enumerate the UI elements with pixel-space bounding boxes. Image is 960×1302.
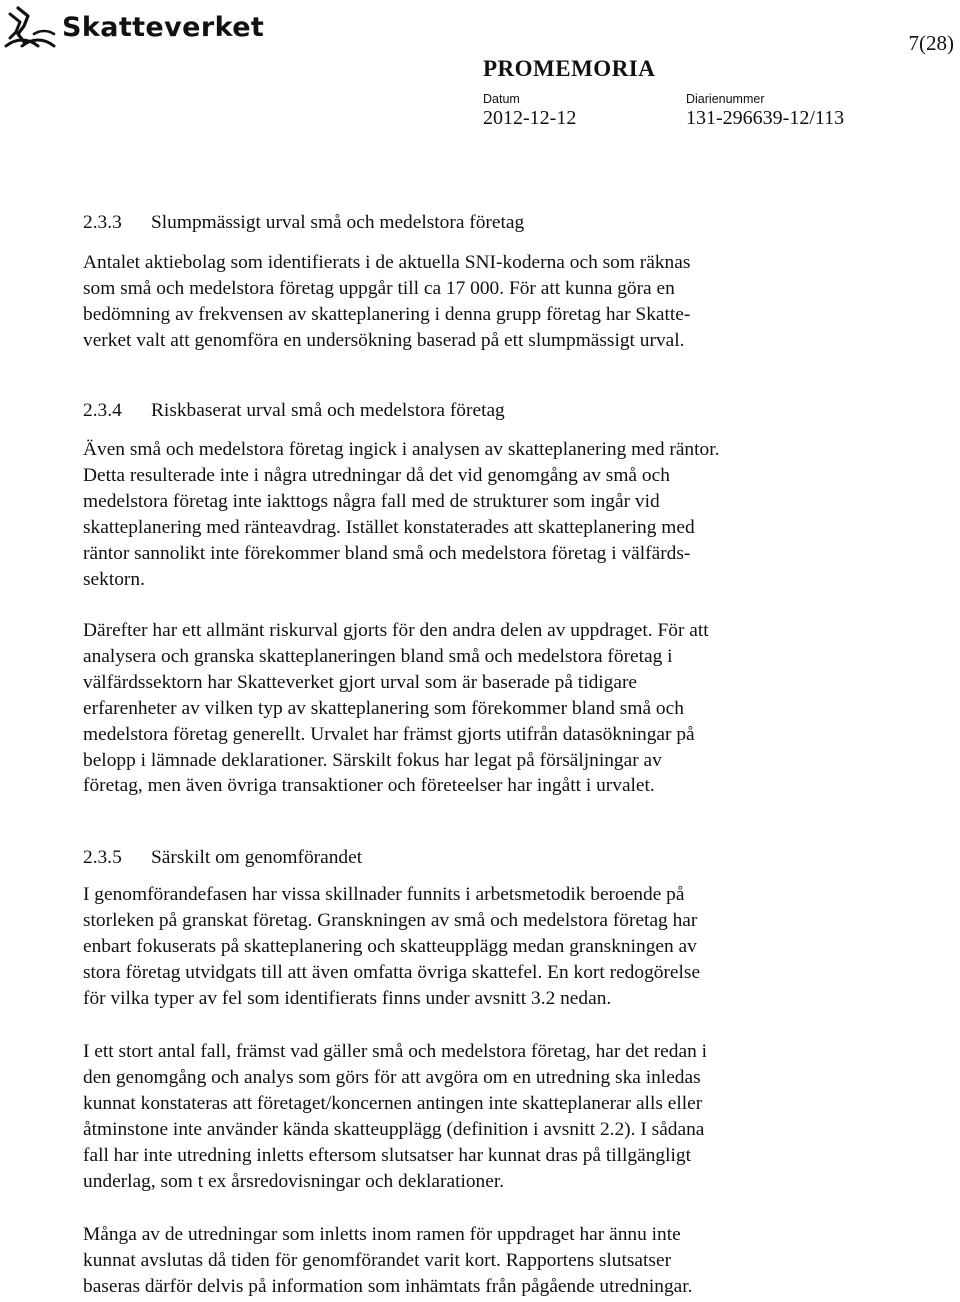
section-title: Särskilt om genomförandet <box>151 847 363 868</box>
reference-value: 131-296639-12/113 <box>686 107 845 129</box>
text-line: skatteplanering med ränteavdrag. Istället konstaterades att skatteplanering med <box>83 516 695 538</box>
text-line: I ett stort antal fall, främst vad gäller små och medelstora företag, har det redan i <box>83 1041 708 1062</box>
text-line: välfärdssektorn har Skatteverket gjort urval som är baserade på tidigare <box>83 671 638 693</box>
text-line: belopp i lämnade deklarationer. Särskilt fokus har legat på försäljningar av <box>83 749 662 771</box>
section-number: 2.3.4 <box>83 400 122 421</box>
text-line: Därefter har ett allmänt riskurval gjorts för den andra delen av uppdraget. För att <box>83 620 709 641</box>
paragraph <box>83 437 823 592</box>
skatteverket-logo <box>4 4 264 50</box>
text-line: Detta resulterade inte i några utredningar då det vid genomgång av små och <box>83 464 670 486</box>
section-title: Slumpmässigt urval små och medelstora företag <box>151 212 525 233</box>
section-heading-2-3-4 <box>83 398 823 424</box>
text-line: räntor sannolikt inte förekommer bland små och medelstora företag i välfärds- <box>83 542 691 564</box>
section-title: Riskbaserat urval små och medelstora företag <box>151 400 505 421</box>
skatteverket-emblem-icon <box>4 4 56 50</box>
section-heading-2-3-3 <box>83 210 823 236</box>
text-line: åtminstone inte använder kända skatteupplägg (definition i avsnitt 2.2). I sådana <box>83 1118 705 1140</box>
text-line: enbart fokuserats på skatteplanering och skatteupplägg medan granskningen av <box>83 935 697 957</box>
section-heading-2-3-5 <box>83 845 823 871</box>
text-line: storleken på granskat företag. Granskningen av små och medelstora företag har <box>83 909 698 931</box>
paragraph <box>83 1039 823 1194</box>
text-line: kunnat avslutas då tiden för genomförandet varit kort. Rapportens slutsatser <box>83 1249 672 1271</box>
text-line: baseras därför delvis på information som inhämtats från pågående utredningar. <box>83 1275 693 1297</box>
text-line: analysera och granska skatteplaneringen bland små och medelstora företag i <box>83 645 673 667</box>
text-line: verket valt att genomföra en undersökning baserad på ett slumpmässigt urval. <box>83 329 685 351</box>
reference-label: Diarienummer <box>686 92 765 106</box>
section-number: 2.3.5 <box>83 847 122 868</box>
paragraph <box>83 250 823 354</box>
text-line: erfarenheter av vilken typ av skatteplanering som förekommer bland små och <box>83 697 684 719</box>
section-number: 2.3.3 <box>83 212 122 233</box>
paragraph <box>83 882 823 1012</box>
date-value: 2012-12-12 <box>483 107 577 129</box>
logo-wordmark: Skatteverket <box>62 11 265 43</box>
text-line: stora företag utvidgats till att även omfatta övriga skattefel. En kort redogörelse <box>83 961 701 983</box>
text-line: underlag, som t ex årsredovisningar och deklarationer. <box>83 1170 505 1192</box>
text-line: för vilka typer av fel som identifierats finns under avsnitt 3.2 nedan. <box>83 987 612 1009</box>
text-line: sektorn. <box>83 568 145 590</box>
text-line: Antalet aktiebolag som identifierats i de aktuella SNI-koderna och som räknas <box>83 252 691 273</box>
page-number: 7(28) <box>908 31 954 55</box>
text-line: medelstora företag inte iakttogs några fall med de strukturer som ingår vid <box>83 490 660 512</box>
text-line: fall har inte utredning inletts eftersom slutsatser har kunnat dras på tillgängligt <box>83 1144 691 1166</box>
text-line: som små och medelstora företag uppgår till ca 17 000. För att kunna göra en <box>83 277 675 299</box>
text-line: kunnat konstateras att företaget/koncernen antingen inte skatteplanerar alls eller <box>83 1092 703 1114</box>
document-type: PROMEMORIA <box>483 56 656 81</box>
paragraph <box>83 1222 823 1300</box>
text-line: medelstora företag generellt. Urvalet har främst gjorts utifrån datasökningar på <box>83 723 695 745</box>
text-line: Även små och medelstora företag ingick i analysen av skatteplanering med räntor. <box>83 439 720 460</box>
text-line: bedömning av frekvensen av skatteplanering i denna grupp företag har Skatte- <box>83 303 691 325</box>
text-line: Många av de utredningar som inletts inom ramen för uppdraget har ännu inte <box>83 1224 681 1245</box>
paragraph <box>83 618 823 799</box>
date-label: Datum <box>483 92 520 106</box>
text-line: I genomförandefasen har vissa skillnader funnits i arbetsmetodik beroende på <box>83 884 685 905</box>
text-line: den genomgång och analys som görs för att avgöra om en utredning ska inledas <box>83 1066 701 1088</box>
text-line: företag, men även övriga transaktioner och företeelser har ingått i urvalet. <box>83 775 655 797</box>
